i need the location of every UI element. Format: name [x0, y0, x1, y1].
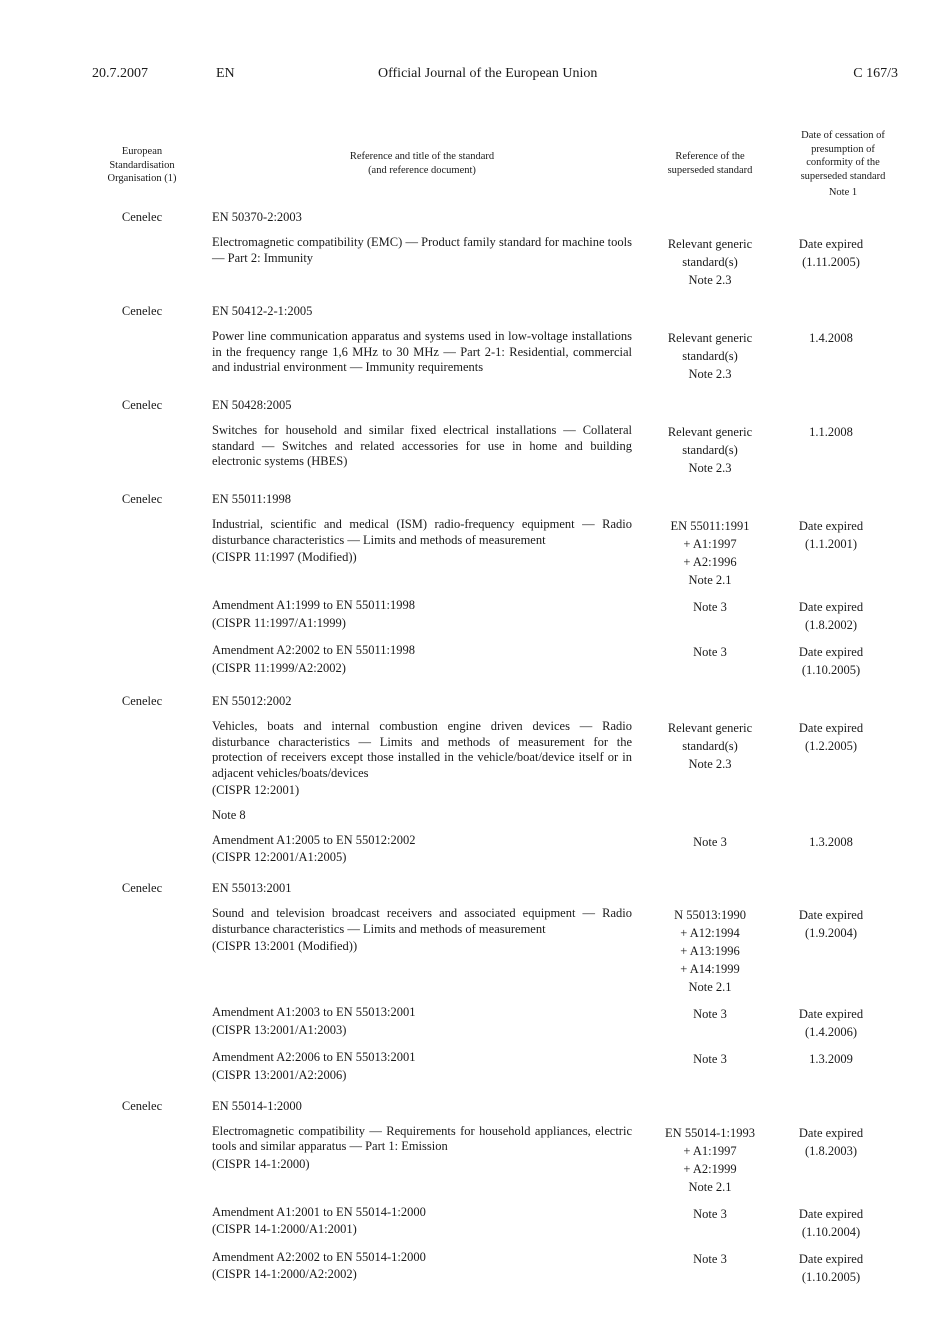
- organisation-name: Cenelec: [121, 492, 163, 506]
- superseded-standard-cell: [656, 235, 764, 289]
- header-language: EN: [216, 66, 235, 81]
- superseded-line: Note 2.3: [688, 461, 732, 475]
- standard-group: [0, 304, 950, 398]
- standard-title: Electromagnetic compatibility (EMC) — Product family standard for machine tools — Part 2: Immunity: [212, 235, 632, 265]
- cessation-date-line: Date expired: [798, 1007, 864, 1021]
- superseded-line: Note 3: [693, 1007, 727, 1021]
- standard-group: [0, 694, 950, 881]
- superseded-standard-cell: [656, 833, 764, 867]
- cessation-date-line: 1.4.2008: [809, 331, 853, 345]
- superseded-line: Note 3: [693, 600, 727, 614]
- superseded-line: + A1:1997: [683, 1143, 737, 1158]
- table-row: [0, 833, 950, 867]
- superseded-line: Relevant generic: [667, 331, 753, 345]
- cessation-date-cell: [772, 423, 890, 477]
- cessation-date-line: (1.10.2004): [801, 1224, 861, 1239]
- standard-reference: EN 55012:2002: [212, 694, 292, 708]
- standard-title: Amendment A2:2002 to EN 55011:1998: [212, 643, 415, 657]
- cessation-date-line: Date expired: [798, 1206, 864, 1221]
- standard-title-cell: [212, 517, 632, 589]
- standard-reference: EN 50412-2-1:2005: [212, 304, 313, 318]
- superseded-line: N 55013:1990: [674, 908, 746, 922]
- table-row: [0, 1005, 950, 1041]
- cessation-date-line: Date expired: [798, 721, 864, 735]
- cessation-date-cell: [772, 1250, 890, 1286]
- superseded-line: Note 3: [693, 645, 727, 659]
- cessation-date-cell: [772, 517, 890, 589]
- standard-title-cell: [212, 423, 632, 477]
- superseded-standard-cell: [656, 1205, 764, 1241]
- organisation-name: Cenelec: [121, 398, 163, 412]
- superseded-line: + A12:1994: [680, 926, 740, 940]
- organisation-name: Cenelec: [121, 304, 163, 318]
- standard-title-cell: [212, 1205, 632, 1241]
- superseded-line: Note 2.3: [688, 757, 732, 771]
- cessation-date-cell: [772, 1005, 890, 1041]
- cessation-date-line: (1.11.2005): [802, 255, 860, 269]
- reference-document: (CISPR 12:2001/A1:2005): [212, 850, 347, 864]
- table-row: [0, 1124, 950, 1196]
- standard-title: Industrial, scientific and medical (ISM) radio-frequency equipment — Radio disturbance characteristics — Limits and methods of measurement: [212, 517, 632, 547]
- standard-title-cell: [212, 598, 632, 634]
- page-header: [0, 66, 950, 86]
- standard-group: [0, 1099, 950, 1301]
- superseded-line: Note 3: [693, 1052, 727, 1066]
- reference-document: (CISPR 13:2001/A1:2003): [212, 1022, 347, 1037]
- standard-title-cell: [212, 329, 632, 383]
- superseded-standard-cell: [656, 1005, 764, 1041]
- cessation-date-line: (1.8.2002): [804, 618, 858, 632]
- superseded-standard-cell: [656, 598, 764, 634]
- superseded-line: Note 3: [693, 1206, 727, 1221]
- organisation-name: Cenelec: [121, 881, 163, 895]
- organisation-name: Cenelec: [121, 694, 163, 708]
- standard-group: [0, 210, 950, 304]
- col-header-reference: Reference and title of the standard (and reference document): [349, 151, 495, 176]
- standard-title: Amendment A1:1999 to EN 55011:1998: [212, 598, 415, 612]
- table-row: [0, 329, 950, 383]
- standard-title-cell: [212, 833, 632, 867]
- standard-title-cell: [212, 719, 632, 799]
- cessation-date-line: (1.9.2004): [804, 926, 858, 940]
- standard-reference: EN 55011:1998: [212, 492, 292, 506]
- superseded-standard-cell: [656, 1050, 764, 1084]
- reference-document: (CISPR 12:2001): [212, 783, 300, 797]
- cessation-date-line: Date expired: [798, 1251, 864, 1266]
- superseded-line: EN 55011:1991: [670, 519, 750, 533]
- standard-group: [0, 398, 950, 492]
- standard-group: [0, 881, 950, 1099]
- superseded-line: standard(s): [682, 443, 738, 457]
- table-row: [0, 517, 950, 589]
- standard-title: Electromagnetic compatibility — Requirements for household appliances, electric tools and similar apparatus — Part 1: Emission: [212, 1123, 632, 1153]
- cessation-date-line: (1.1.2001): [804, 537, 858, 551]
- reference-document: (CISPR 14-1:2000/A1:2001): [212, 1222, 357, 1236]
- superseded-line: Relevant generic: [667, 237, 753, 251]
- standard-title: Note 8: [212, 808, 246, 822]
- cessation-date-line: (1.2.2005): [804, 739, 858, 753]
- superseded-line: + A14:1999: [680, 962, 740, 976]
- superseded-standard-cell: [656, 517, 764, 589]
- superseded-line: Note 2.1: [688, 1179, 732, 1194]
- cessation-date-cell: [772, 1050, 890, 1084]
- col-header-superseded: Reference of the superseded standard: [667, 151, 753, 176]
- standard-reference: EN 50370-2:2003: [212, 210, 302, 224]
- cessation-date-line: (1.10.2005): [801, 1269, 861, 1284]
- superseded-line: + A13:1996: [680, 944, 740, 958]
- table-row: [0, 598, 950, 634]
- superseded-standard-cell: [656, 423, 764, 477]
- cessation-date-cell: [772, 1124, 890, 1196]
- standard-title-cell: [212, 1124, 632, 1196]
- standards-table: [0, 210, 950, 1301]
- reference-document: (CISPR 13:2001 (Modified)): [212, 939, 358, 953]
- cessation-date-cell: [772, 1205, 890, 1241]
- cessation-date-line: (1.10.2005): [801, 663, 861, 677]
- standard-reference: EN 50428:2005: [212, 398, 292, 412]
- standard-title: Amendment A1:2003 to EN 55013:2001: [212, 1005, 416, 1019]
- table-row: [0, 906, 950, 996]
- organisation-name: Cenelec: [121, 210, 163, 224]
- superseded-standard-cell: [656, 329, 764, 383]
- cessation-date-line: Date expired: [798, 519, 864, 533]
- table-row: [0, 1250, 950, 1286]
- table-row: [0, 643, 950, 679]
- cessation-date-cell: [772, 906, 890, 996]
- cessation-date-line: Date expired: [798, 600, 864, 614]
- superseded-line: EN 55014-1:1993: [665, 1125, 755, 1140]
- cessation-date-cell: [772, 808, 890, 824]
- superseded-standard-cell: [656, 808, 764, 824]
- superseded-line: Note 3: [693, 1251, 727, 1266]
- reference-document: (CISPR 11:1997 (Modified)): [212, 550, 357, 564]
- standard-title: Amendment A2:2006 to EN 55013:2001: [212, 1050, 416, 1064]
- cessation-date-cell: [772, 235, 890, 289]
- superseded-line: Relevant generic: [667, 425, 753, 439]
- standard-title: Sound and television broadcast receivers and associated equipment — Radio disturbance characteristics — Limits and methods of measurement: [212, 906, 632, 936]
- table-row: [0, 808, 950, 824]
- reference-document: (CISPR 11:1999/A2:2002): [212, 660, 346, 675]
- cessation-date-cell: [772, 833, 890, 867]
- standard-title-cell: [212, 1005, 632, 1041]
- reference-document: (CISPR 14-1:2000): [212, 1156, 310, 1171]
- cessation-date-line: Date expired: [798, 645, 864, 659]
- standard-reference: EN 55013:2001: [212, 881, 292, 895]
- superseded-standard-cell: [656, 643, 764, 679]
- reference-document: (CISPR 14-1:2000/A2:2002): [212, 1267, 357, 1281]
- table-row: [0, 235, 950, 289]
- superseded-line: Relevant generic: [667, 721, 753, 735]
- header-journal-title: Official Journal of the European Union: [378, 66, 598, 81]
- superseded-line: + A2:1996: [683, 555, 737, 569]
- organisation-name: Cenelec: [121, 1098, 163, 1113]
- table-row: [0, 719, 950, 799]
- standard-title-cell: [212, 906, 632, 996]
- superseded-line: Note 2.1: [688, 573, 732, 587]
- superseded-line: standard(s): [682, 255, 738, 269]
- cessation-date-line: (1.8.2003): [804, 1143, 858, 1158]
- standard-title-cell: [212, 643, 632, 679]
- superseded-line: standard(s): [682, 349, 738, 363]
- standard-title: Vehicles, boats and internal combustion engine driven devices — Radio disturbance characteristics — Limits and methods of measurement for the protection of receivers except those installed in the vehicle/boat/device itself or in adjacent vehicles/boats/devices: [212, 719, 632, 780]
- cessation-date-cell: [772, 329, 890, 383]
- cessation-date-line: Date expired: [798, 1125, 864, 1140]
- reference-document: (CISPR 11:1997/A1:1999): [212, 615, 346, 630]
- superseded-standard-cell: [656, 906, 764, 996]
- standard-title: Amendment A1:2005 to EN 55012:2002: [212, 832, 416, 847]
- superseded-line: + A2:1999: [683, 1161, 737, 1176]
- standard-title: Amendment A2:2002 to EN 55014-1:2000: [212, 1249, 426, 1264]
- cessation-date-cell: [772, 643, 890, 679]
- standard-title-cell: [212, 808, 632, 824]
- col-header-organisation: European Standardisation Organisation (1): [107, 146, 177, 184]
- superseded-line: Note 2.3: [688, 273, 732, 287]
- superseded-line: + A1:1997: [683, 537, 737, 551]
- table-row: [0, 423, 950, 477]
- cessation-date-line: 1.1.2008: [809, 425, 853, 439]
- standard-title-cell: [212, 1050, 632, 1084]
- cessation-date-cell: [772, 719, 890, 799]
- cessation-date-line: 1.3.2009: [809, 1052, 853, 1066]
- standard-title: Switches for household and similar fixed electrical installations — Collateral standard — Switches and related accessories for use in home and building electronic systems (HBES): [212, 423, 632, 468]
- cessation-date-cell: [772, 598, 890, 634]
- table-row: [0, 1205, 950, 1241]
- standard-title-cell: [212, 235, 632, 289]
- superseded-standard-cell: [656, 1250, 764, 1286]
- cessation-date-line: (1.4.2006): [804, 1025, 858, 1039]
- superseded-line: standard(s): [682, 739, 738, 753]
- reference-document: (CISPR 13:2001/A2:2006): [212, 1067, 347, 1082]
- standard-reference: EN 55014-1:2000: [212, 1098, 302, 1113]
- table-row: [0, 1050, 950, 1084]
- col-header-cessation: Date of cessation of presumption of conformity of the superseded standard Note 1: [800, 130, 886, 198]
- header-date: 20.7.2007: [92, 66, 148, 81]
- standard-title: Amendment A1:2001 to EN 55014-1:2000: [212, 1204, 426, 1219]
- superseded-line: Note 2.1: [688, 980, 732, 994]
- standard-title-cell: [212, 1250, 632, 1286]
- standard-title: Power line communication apparatus and systems used in low-voltage installations in the frequency range 1,6 MHz to 30 MHz — Part 2-1: Residential, commercial and industrial environment — Immunity requirements: [212, 329, 632, 374]
- cessation-date-line: 1.3.2008: [809, 834, 853, 849]
- standard-group: [0, 492, 950, 694]
- superseded-standard-cell: [656, 719, 764, 799]
- superseded-line: Note 3: [693, 834, 727, 849]
- superseded-line: Note 2.3: [688, 367, 732, 381]
- superseded-standard-cell: [656, 1124, 764, 1196]
- cessation-date-line: Date expired: [798, 908, 864, 922]
- cessation-date-line: Date expired: [798, 237, 864, 251]
- header-page-number: C 167/3: [853, 66, 898, 81]
